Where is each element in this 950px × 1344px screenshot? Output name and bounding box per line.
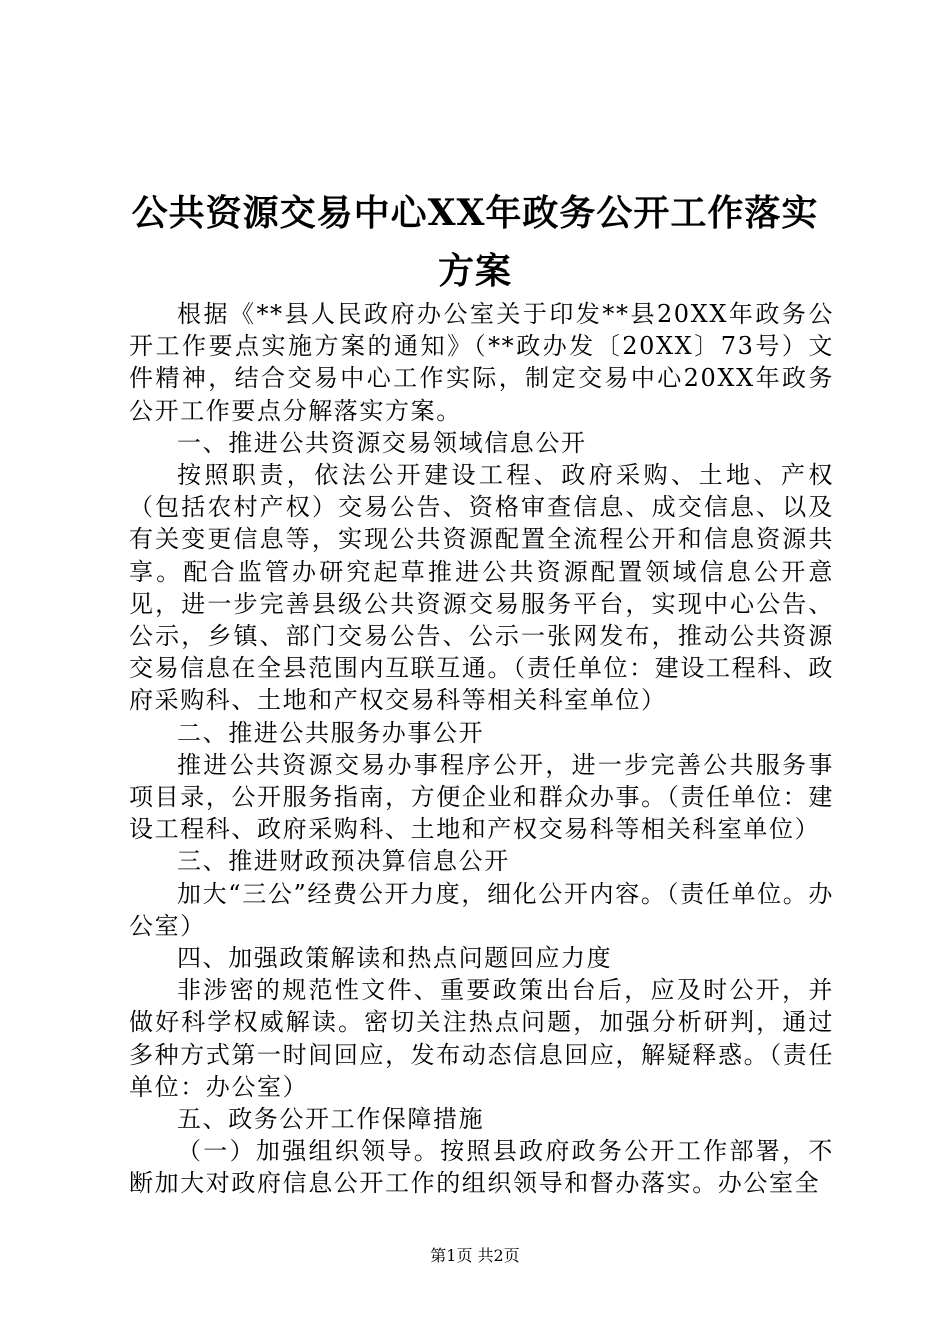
document-title: 公共资源交易中心XX年政务公开工作落实方案	[131, 192, 819, 292]
paragraph-section-1: 按照职责，依法公开建设工程、政府采购、土地、产权（包括农村产权）交易公告、资格审查信息、成交信息、以及有关变更信息等，实现公共资源配置全流程公开和信息资源共享。配合监管办研究起草推进公共资源配置领域信息公开意见，进一步完善县级公共资源交易服务平台，实现中心公告、公示，乡镇、部门交易公告、公示一张网发布，推动公共资源交易信息在全县范围内互联互通。（责任单位：建设工程科、政府采购科、土地和产权交易科等相关科室单位）	[129, 461, 834, 715]
section-heading-3: 三、推进财政预决算信息公开	[177, 847, 510, 876]
section-heading-5: 五、政务公开工作保障措施	[177, 1105, 485, 1134]
section-heading-1: 一、推进公共资源交易领域信息公开	[177, 428, 587, 457]
paragraph-intro: 根据《**县人民政府办公室关于印发**县20XX年政务公开工作要点实施方案的通知》（**政办发〔20XX〕73号）文件精神，结合交易中心工作实际，制定交易中心20XX年政务公开工作要点分解落实方案。	[129, 300, 834, 425]
paragraph-section-2: 推进公共资源交易办事程序公开，进一步完善公共服务事项目录，公开服务指南，方便企业和群众办事。（责任单位：建设工程科、政府采购科、土地和产权交易科等相关科室单位）	[129, 750, 834, 844]
section-heading-2: 二、推进公共服务办事公开	[177, 718, 485, 747]
paragraph-section-5: （一）加强组织领导。按照县政府政务公开工作部署，不断加大对政府信息公开工作的组织领导和督办落实。办公室全	[129, 1137, 834, 1198]
section-heading-4: 四、加强政策解读和热点问题回应力度	[177, 944, 613, 973]
paragraph-section-4: 非涉密的规范性文件、重要政策出台后，应及时公开，并做好科学权威解读。密切关注热点问题，加强分析研判，通过多种方式第一时间回应，发布动态信息回应，解疑释惑。（责任单位：办公室）	[129, 976, 834, 1101]
page-number-footer: 第1页 共2页	[430, 1246, 520, 1265]
document-body	[129, 298, 834, 1200]
paragraph-section-3: 加大“三公”经费公开力度，细化公开内容。（责任单位。办公室）	[129, 879, 834, 940]
